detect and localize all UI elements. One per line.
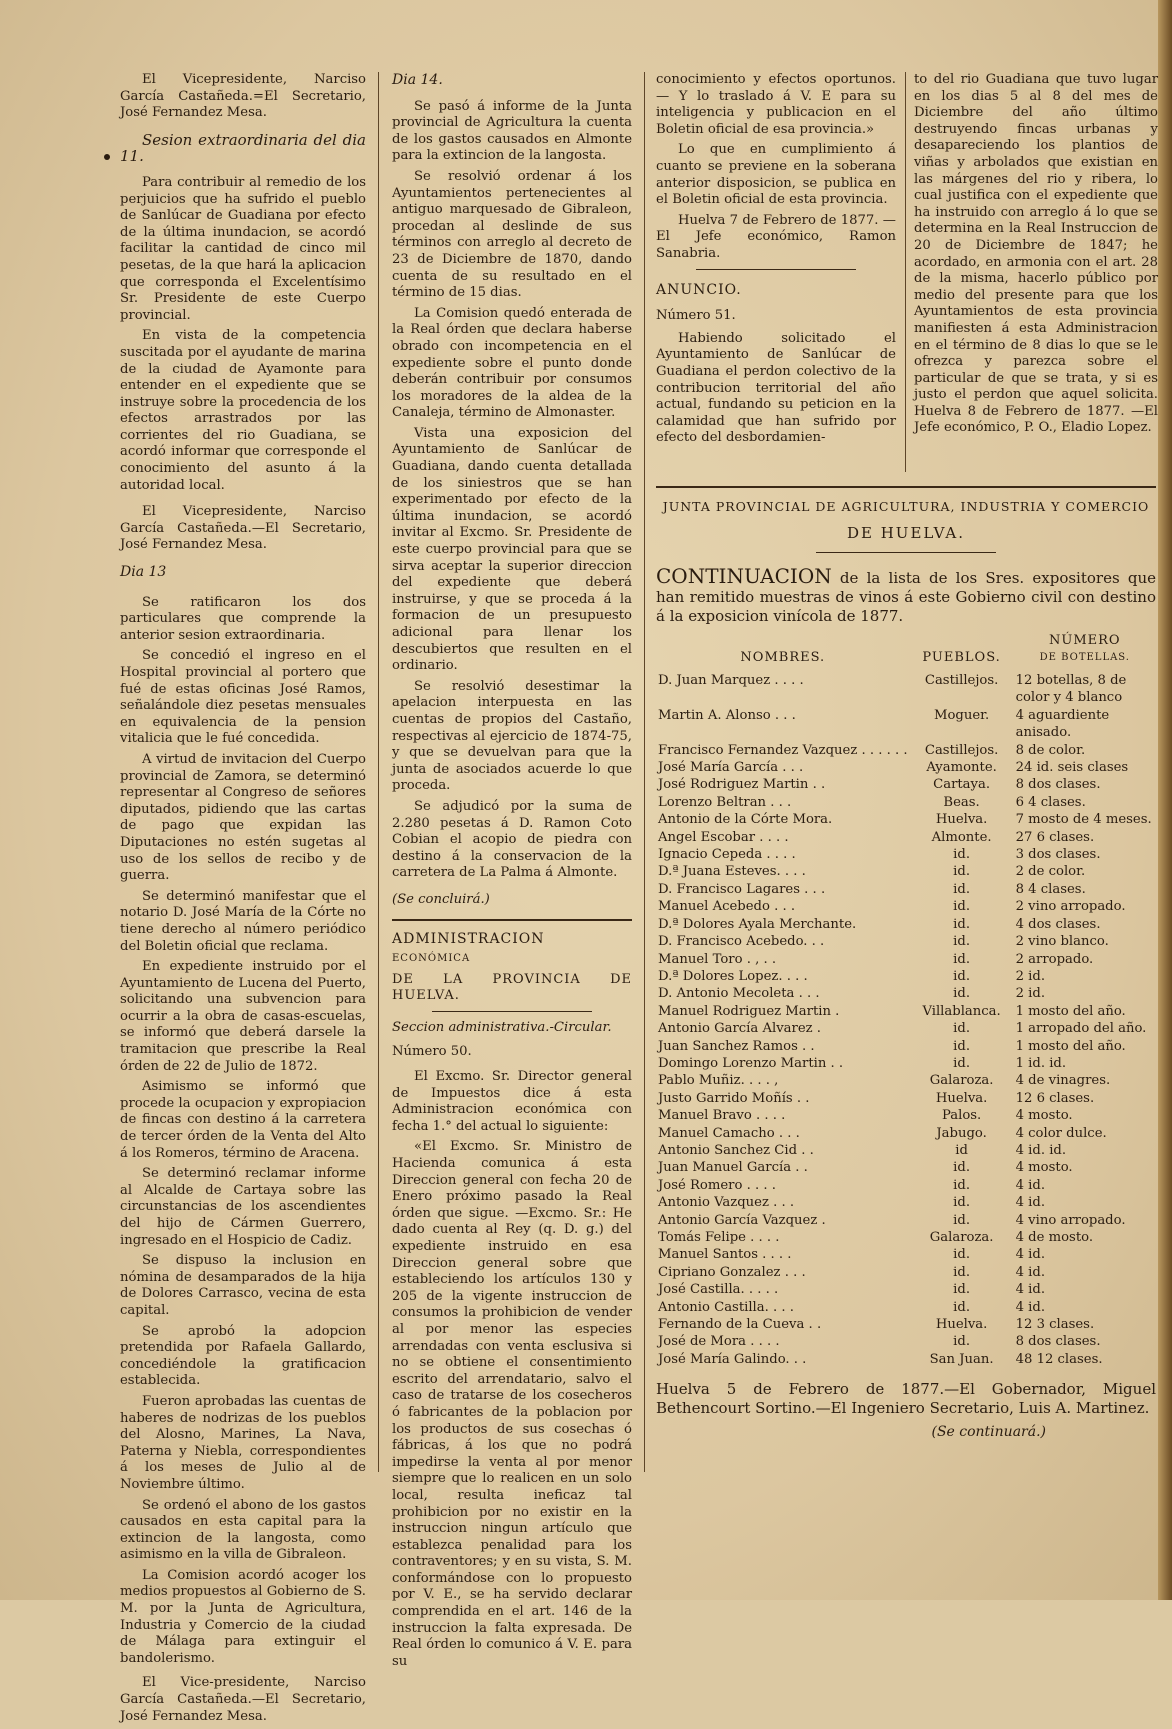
cell-pueblo: id. <box>953 934 971 950</box>
signature-paragraph: El Vicepresidente, Narciso García Castañeda.—El Secretario, José Fernandez Mesa. <box>120 504 366 553</box>
cell-botellas: 3 dos clases. <box>1015 847 1101 863</box>
cell-nombre: José Romero . . . . <box>658 1177 776 1193</box>
table-row <box>656 1038 1156 1055</box>
paragraph: Lo que en cumplimiento á cuanto se previene en la soberana anterior disposicion, se publica en el Boletin oficial de esta provincia. <box>656 142 896 208</box>
column-rule <box>378 72 379 1472</box>
table-row <box>656 1177 1156 1194</box>
cell-nombre: Ignacio Cepeda . . . . <box>658 847 796 863</box>
cell-pueblo: id. <box>953 1177 971 1193</box>
cell-botellas: 8 dos clases. <box>1015 1334 1101 1350</box>
cell-nombre: José María García . . . <box>658 760 804 776</box>
cell-botellas: 27 6 clases. <box>1015 829 1095 845</box>
cell-botellas: 1 mosto del año. <box>1015 1003 1126 1019</box>
cell-nombre: José Castilla. . . . . <box>658 1282 779 1298</box>
day-heading: Dia 14. <box>392 72 443 88</box>
cell-pueblo: Almonte. <box>931 829 992 845</box>
list-intro <box>656 564 1156 626</box>
cell-pueblo: Galaroza. <box>929 1230 994 1245</box>
announcement-number: Número 51. <box>656 308 736 324</box>
continuation-note: (Se continuará.) <box>931 1424 1046 1441</box>
bullet-mark <box>104 154 110 160</box>
cell-pueblo: Galaroza. <box>929 1073 994 1089</box>
table-row <box>656 1246 1156 1263</box>
table-row <box>656 968 1156 985</box>
cell-nombre: Antonio Sanchez Cid . . <box>658 1142 814 1158</box>
cell-nombre: Tomás Felipe . . . . <box>658 1230 780 1245</box>
table-header-row <box>656 632 1156 672</box>
table-row <box>656 1229 1156 1246</box>
cell-nombre: Manuel Santos . . . . <box>658 1247 792 1263</box>
cell-botellas: 2 vino arropado. <box>1015 899 1126 915</box>
divider <box>816 552 996 553</box>
cell-nombre: Domingo Lorenzo Martin . . <box>658 1055 844 1071</box>
cell-botellas: 12 botellas, 8 de color y 4 blanco <box>1015 673 1127 706</box>
exhibitors-table <box>656 632 1156 1368</box>
cell-botellas: 4 mosto. <box>1015 1160 1073 1176</box>
paragraph: Vista una exposicion del Ayuntamiento de Sanlúcar de Guadiana, dando cuenta detallada de los siniestros que se han experimentado por efecto de la última inundacion, se acordó invitar al Excmo. Sr. Presidente de este cuerpo provincial para que se sirva aceptar la superior direccion del expediente que deberá instruirse, y que se proceda á la formacion de un presupuesto adicional para llenar los descubiertos que resulten en el ordinario. <box>392 425 632 674</box>
paragraph: Se resolvió ordenar á los Ayuntamientos pertenecientes al antiguo marquesado de Gibraleon, procedan al deslinde de sus términos con arreglo al decreto de 23 de Diciembre de 1870, dando cuenta de su resultado en el término de 15 dias. <box>392 168 632 301</box>
cell-botellas: 2 vino blanco. <box>1015 934 1109 950</box>
table-row <box>656 1055 1156 1072</box>
cell-botellas: 8 dos clases. <box>1015 777 1101 793</box>
cell-botellas: 4 id. <box>1015 1177 1046 1193</box>
cell-pueblo: id. <box>953 1282 971 1298</box>
cell-botellas: 4 id. <box>1015 1299 1046 1315</box>
table-row <box>656 1107 1156 1124</box>
cell-nombre: Manuel Acebedo . . . <box>658 899 796 915</box>
admin-title: ADMINISTRACION <box>392 930 545 947</box>
cell-botellas: 4 color dulce. <box>1015 1125 1107 1141</box>
divider <box>432 1011 592 1012</box>
cell-botellas: 1 mosto del año. <box>1015 1038 1126 1054</box>
table-row <box>656 1142 1156 1159</box>
table-row <box>656 1212 1156 1229</box>
table-row <box>656 742 1156 759</box>
cell-botellas: 4 id. <box>1015 1282 1046 1298</box>
paragraph: «El Excmo. Sr. Ministro de Hacienda comunica á esta Direccion general con fecha 20 de Enero próximo pasado la Real órden que sigue. —Excmo. Sr.: He dado cuenta al Rey (q. D. g.) del expediente instruido en esa Direccion general sobre que estableciendo los artículos 130 y 205 de la vigente instruccion de consumos la prohibicion de vender al por menor las especies arrendadas con venta esclusiva si no se obtiene el consentimiento escrito del arrendatario, salvo el caso de tratarse de los cosecheros ó fabricantes de la poblacion por los productos de sus cosechas ó fábricas, á los que no podrá impedirse la venta al por menor siempre que lo realicen en un solo local, resulta ineficaz tal prohibicion por no existir en la instruccion ningun artículo que establezca penalidad para los contraventores; y en su vista, S. M. conformándose con lo propuesto por V. E., se ha servido declarar comprendida en el art. 146 de la instruccion la falta expresada. De Real órden lo comunico á V. E. para su <box>392 1139 632 1669</box>
column-header-numero-line1: NÚMERO <box>1049 633 1121 648</box>
circular-number: Número 50. <box>392 1044 472 1060</box>
table-row <box>656 1333 1156 1350</box>
table-row <box>656 776 1156 793</box>
cell-botellas: 4 id. <box>1015 1247 1046 1263</box>
section-divider <box>656 486 1156 488</box>
cell-pueblo: Palos. <box>941 1108 982 1124</box>
table-row <box>656 672 1156 707</box>
cell-nombre: José Rodriguez Martin . . <box>658 777 826 793</box>
table-row <box>656 898 1156 915</box>
cell-botellas: 2 de color. <box>1015 864 1086 880</box>
cell-nombre: D.ª Dolores Ayala Merchante. <box>658 916 857 932</box>
cell-nombre: Cipriano Gonzalez . . . <box>658 1264 806 1280</box>
table-row <box>656 1159 1156 1176</box>
cell-botellas: 1 id. id. <box>1015 1055 1067 1071</box>
table-row <box>656 933 1156 950</box>
cell-botellas: 4 mosto. <box>1015 1108 1073 1124</box>
cell-pueblo: id. <box>953 916 971 932</box>
paragraph: Se aprobó la adopcion pretendida por Rafaela Gallardo, concediéndole la gratificacion establecida. <box>120 1323 366 1389</box>
column-4 <box>914 72 1158 441</box>
cell-nombre: Angel Escobar . . . . <box>658 829 789 845</box>
cell-pueblo: id. <box>953 881 971 897</box>
cell-botellas: 4 id. <box>1015 1264 1046 1280</box>
cell-botellas: 1 arropado del año. <box>1015 1021 1147 1037</box>
paragraph: En vista de la competencia suscitada por el ayudante de marina de la ciudad de Ayamonte para entender en el expediente que se instruye sobre la procedencia de los efectos arrastrados por las corrientes del rio Guadiana, se acordó informar que corresponde el conocimiento del asunto á la autoridad local. <box>120 328 366 493</box>
cell-botellas: 4 id. <box>1015 1195 1046 1211</box>
admin-subtitle: ECONÓMICA <box>392 953 471 965</box>
cell-pueblo: id. <box>953 847 971 863</box>
cell-nombre: Manuel Camacho . . . <box>658 1125 800 1141</box>
column-2 <box>392 72 632 1674</box>
table-row <box>656 1125 1156 1142</box>
table-row <box>656 1090 1156 1107</box>
table-row <box>656 1316 1156 1333</box>
table-row <box>656 881 1156 898</box>
cell-botellas: 12 6 clases. <box>1015 1090 1095 1106</box>
table-row <box>656 1351 1156 1368</box>
cell-nombre: Manuel Bravo . . . . <box>658 1108 786 1124</box>
paragraph: Se dispuso la inclusion en nómina de desamparados de la hija de Dolores Carrasco, vecina de esta capital. <box>120 1253 366 1318</box>
table-row <box>656 863 1156 880</box>
cell-pueblo: id. <box>953 986 971 1002</box>
table-row <box>656 1194 1156 1211</box>
column-rule <box>644 72 645 1472</box>
cell-pueblo: Moguer. <box>933 707 990 723</box>
cell-pueblo: id. <box>953 968 971 984</box>
cell-botellas: 4 aguardiente anisado. <box>1015 707 1110 741</box>
cell-pueblo: id. <box>953 1212 971 1228</box>
cell-nombre: Antonio de la Córte Mora. <box>658 812 833 828</box>
paragraph: La Comision quedó enterada de la Real órden que declara haberse obrado con incompetencia en el expediente sobre el punto donde deberán contribuir por consumos los moradores de la aldea de la Canaleja, término de Almonaster. <box>392 305 632 421</box>
column-3 <box>656 72 896 451</box>
cell-nombre: Francisco Fernandez Vazquez . . . . . . <box>658 742 908 758</box>
paragraph: to del rio Guadiana que tuvo lugar en los dias 5 al 8 del mes de Diciembre del año último destruyendo fincas urbanas y desapareciendo los plantios de viñas y arbolados que existian en las márgenes del rio y ribera, lo cual justifica con el expediente que ha instruido con arreglo á lo que se determina en la Real Instruccion de 20 de Diciembre de 1847; he acordado, en armonia con el art. 28 de la misma, hacerlo público por medio del presente para que los Ayuntamientos de esta provincia manifiesten á esta Administracion en el término de 8 dias lo que se le ofrezca y parezca sobre el particular de que se trata, y si es justo el perdon que aquel solicita. Huelva 8 de Febrero de 1877. —El Jefe económico, P. O., Eladio Lopez. <box>914 72 1158 436</box>
cell-nombre: Juan Sanchez Ramos . . <box>658 1038 815 1054</box>
table-row <box>656 1299 1156 1316</box>
paragraph: Se determinó manifestar que el notario D. José María de la Córte no tiene derecho al número periódico del Boletin oficial que reclama. <box>120 888 366 954</box>
cell-nombre: Juan Manuel García . . <box>658 1160 808 1176</box>
cell-pueblo: id. <box>953 1160 971 1176</box>
cell-nombre: D. Francisco Lagares . . . <box>658 881 826 897</box>
cell-pueblo: id. <box>953 1021 971 1037</box>
table-row <box>656 916 1156 933</box>
table-row <box>656 1072 1156 1089</box>
column-header-nombres: NOMBRES. <box>740 650 826 665</box>
list-intro-text: de la lista de los Sres. expositores que han remitido muestras de vinos á este Gobierno civil con destino á la exposicion vinícola de 1877. <box>656 569 1156 625</box>
cell-botellas: 6 4 clases. <box>1015 794 1086 810</box>
paragraph: Se resolvió desestimar la apelacion interpuesta en las cuentas de propios del Castaño, respectivas al ejercicio de 1874-75, y que se devuelvan para que la junta de asociados acuerde lo que proceda. <box>392 678 632 794</box>
cell-pueblo: id. <box>953 864 971 880</box>
paragraph: En expediente instruido por el Ayuntamiento de Lucena del Puerto, solicitando una subvencion para ocurrir a la obra de casas-escuelas, se informó que deberá darsele la tramitacion que prescribe la Real órden de 22 de Julio de 1872. <box>120 959 366 1074</box>
cell-botellas: 4 id. id. <box>1015 1142 1067 1158</box>
cell-pueblo: Jabugo. <box>936 1125 987 1141</box>
cell-pueblo: id. <box>953 1038 971 1054</box>
signature-paragraph: El Vice-presidente, Narciso García Castañeda.—El Secretario, José Fernandez Mesa. <box>120 1675 366 1724</box>
cell-botellas: 12 3 clases. <box>1015 1317 1095 1333</box>
paragraph: El Excmo. Sr. Director general de Impuestos dice á esta Administracion económica con fecha 1.° del actual lo siguiente: <box>392 1069 632 1134</box>
cell-botellas: 2 id. <box>1015 968 1046 984</box>
cell-pueblo: Ayamonte. <box>926 760 997 776</box>
junta-title: JUNTA PROVINCIAL DE AGRICULTURA, INDUSTRIA Y COMERCIO <box>662 499 1150 514</box>
cell-nombre: D. Juan Marquez . . . . <box>658 673 804 688</box>
cell-botellas: 4 dos clases. <box>1015 916 1101 932</box>
day-heading: Dia 13 <box>120 564 167 581</box>
cell-pueblo: Huelva. <box>935 1090 988 1106</box>
cell-botellas: 24 id. seis clases <box>1015 760 1129 776</box>
table-row <box>656 1264 1156 1281</box>
cell-botellas: 2 id. <box>1015 986 1046 1002</box>
section-divider <box>392 919 632 921</box>
column-header-numero <box>1014 632 1156 672</box>
page-edge <box>1158 0 1172 1600</box>
paragraph: Asimismo se informó que procede la ocupacion y expropiacion de fincas con destino á la carretera de tercer órden de la Venta del Alto á los Romeros, término de Aracena. <box>120 1079 366 1161</box>
table-row <box>656 1003 1156 1020</box>
list-intro-cap: CONTINUACION <box>656 564 832 588</box>
cell-nombre: D. Francisco Acebedo. . . <box>658 934 825 950</box>
cell-nombre: Lorenzo Beltran . . . <box>658 794 792 810</box>
cell-pueblo: id. <box>953 1334 971 1350</box>
cell-nombre: Pablo Muñiz. . . . , <box>658 1073 779 1089</box>
cell-nombre: D. Antonio Mecoleta . . . <box>658 986 820 1002</box>
cell-nombre: Martin A. Alonso . . . <box>658 707 796 723</box>
paragraph: Se determinó reclamar informe al Alcalde de Cartaya sobre las circunstancias de los ascendientes del hijo de Cármen Guerrero, ingresado en el Hospicio de Cadiz. <box>120 1166 366 1248</box>
cell-botellas: 4 de vinagres. <box>1015 1073 1111 1089</box>
junta-subtitle: DE HUELVA. <box>846 524 965 542</box>
continuation-note: (Se concluirá.) <box>392 891 490 907</box>
cell-pueblo: Castillejos. <box>924 742 999 758</box>
announcement-title: ANUNCIO. <box>656 281 742 298</box>
table-row <box>656 951 1156 968</box>
cell-botellas: 2 arropado. <box>1015 951 1094 967</box>
cell-pueblo: Castillejos. <box>924 673 999 688</box>
paragraph: Fueron aprobadas las cuentas de haberes de nodrizas de los pueblos del Alosno, Marines, La Nava, Paterna y Niebla, correspondientes á los meses de Julio al de Noviembre último. <box>120 1393 366 1492</box>
cell-nombre: Antonio Vazquez . . . <box>658 1195 795 1211</box>
column-header-pueblos: PUEBLOS. <box>922 650 1001 665</box>
table-row <box>656 829 1156 846</box>
cell-pueblo: id. <box>953 1055 971 1071</box>
cell-pueblo: Cartaya. <box>933 777 991 793</box>
cell-botellas: 4 de mosto. <box>1015 1230 1094 1245</box>
section-heading: Seccion administrativa.-Circular. <box>392 1019 612 1035</box>
paragraph: Habiendo solicitado el Ayuntamiento de Sanlúcar de Guadiana el perdon colectivo de la contribucion territorial del año actual, fundando su peticion en la calamidad que han sufrido por efecto del desbordamien- <box>656 330 896 446</box>
paragraph: Se ratificaron los dos particulares que comprende la anterior sesion extraordinaria. <box>120 594 366 643</box>
cell-pueblo: id. <box>953 951 971 967</box>
cell-nombre: Manuel Rodriguez Martin . <box>658 1003 840 1019</box>
paragraph: A virtud de invitacion del Cuerpo provincial de Zamora, se determinó representar al Congreso de señores diputados, pidiendo que las cartas de pago que expidan las Diputaciones no estén sugetas al uso de los sellos de recibo y de guerra. <box>120 751 366 884</box>
cell-nombre: José de Mora . . . . <box>658 1334 780 1350</box>
junta-section <box>656 486 1156 1441</box>
cell-botellas: 48 12 clases. <box>1015 1351 1103 1367</box>
cell-nombre: Antonio García Vazquez . <box>658 1212 826 1228</box>
table-row <box>656 846 1156 863</box>
list-signature: Huelva 5 de Febrero de 1877.—El Gobernador, Miguel Bethencourt Sortino.—El Ingeniero Secretario, Luis A. Martinez. <box>656 1380 1156 1418</box>
cell-nombre: Fernando de la Cueva . . <box>658 1317 822 1333</box>
table-body <box>656 672 1156 1368</box>
cell-nombre: José María Galindo. . . <box>658 1351 807 1367</box>
divider <box>696 269 856 270</box>
cell-nombre: Antonio Castilla. . . . <box>658 1299 794 1315</box>
cell-pueblo: id. <box>953 1247 971 1263</box>
table-row <box>656 985 1156 1002</box>
cell-pueblo: Villablanca. <box>922 1003 1001 1019</box>
table-row <box>656 707 1156 742</box>
cell-pueblo: id. <box>953 899 971 915</box>
column-1 <box>120 72 366 1729</box>
cell-pueblo: id. <box>953 1195 971 1211</box>
cell-pueblo: id. <box>953 1264 971 1280</box>
table-row <box>656 811 1156 828</box>
cell-pueblo: Huelva. <box>935 812 988 828</box>
signature-paragraph: El Vicepresidente, Narciso García Castañeda.=El Secretario, José Fernandez Mesa. <box>120 72 366 121</box>
cell-botellas: 8 de color. <box>1015 742 1086 758</box>
table-row <box>656 759 1156 776</box>
cell-pueblo: id. <box>953 1299 971 1315</box>
table-row <box>656 1281 1156 1298</box>
cell-botellas: 7 mosto de 4 meses. <box>1015 812 1152 828</box>
paragraph: Huelva 7 de Febrero de 1877. —El Jefe económico, Ramon Sanabria. <box>656 212 896 261</box>
session-heading: Sesion extraordinaria del dia 11. <box>120 130 366 166</box>
cell-nombre: Justo Garrido Moñís . . <box>658 1090 810 1106</box>
paragraph: conocimiento y efectos oportunos.— Y lo traslado á V. E para su inteligencia y publicacion en el Boletin oficial de esa provincia.» <box>656 72 896 137</box>
cell-nombre: D.ª Juana Esteves. . . . <box>658 864 806 880</box>
cell-nombre: Antonio García Alvarez . <box>658 1021 821 1037</box>
admin-province: DE LA PROVINCIA DE HUELVA. <box>392 971 632 1004</box>
cell-pueblo: Beas. <box>943 794 980 810</box>
cell-pueblo: Huelva. <box>935 1317 988 1333</box>
paragraph: Se concedió el ingreso en el Hospital provincial al portero que fué de estas oficinas José Ramos, señalándole diez pesetas mensuales en equivalencia de la pension vitalicia que le fué concedida. <box>120 648 366 747</box>
paragraph: Se adjudicó por la suma de 2.280 pesetas á D. Ramon Coto Cobian el acopio de piedra con destino á la conservacion de la carretera de La Palma á Almonte. <box>392 798 632 881</box>
table-row <box>656 794 1156 811</box>
cell-pueblo: id <box>955 1142 968 1158</box>
cell-nombre: Manuel Toro . , . . <box>658 951 777 967</box>
paragraph: La Comision acordó acoger los medios propuestos al Gobierno de S. M. por la Junta de Agricultura, Industria y Comercio de la ciudad de Málaga para extinguir el bandolerismo. <box>120 1567 366 1666</box>
paragraph: Se pasó á informe de la Junta provincial de Agricultura la cuenta de los gastos causados en Almonte para la extincion de la langosta. <box>392 98 632 164</box>
cell-botellas: 4 vino arropado. <box>1015 1212 1126 1228</box>
cell-pueblo: San Juan. <box>929 1351 994 1367</box>
cell-botellas: 8 4 clases. <box>1015 881 1086 897</box>
paragraph: Se ordenó el abono de los gastos causados en esta capital para la extincion de la langosta, como asimismo en la villa de Gibraleon. <box>120 1497 366 1563</box>
column-header-numero-line2: DE BOTELLAS. <box>1039 652 1130 663</box>
cell-nombre: D.ª Dolores Lopez. . . . <box>658 968 808 984</box>
column-rule <box>905 72 906 472</box>
table-row <box>656 1020 1156 1037</box>
paragraph: Para contribuir al remedio de los perjuicios que ha sufrido el pueblo de Sanlúcar de Guadiana por efecto de la última inundacion, se acordó facilitar la cantidad de cinco mil pesetas, de la que hará la aplicacion que corresponda el Excelentísimo Sr. Presidente de este Cuerpo provincial. <box>120 174 366 323</box>
